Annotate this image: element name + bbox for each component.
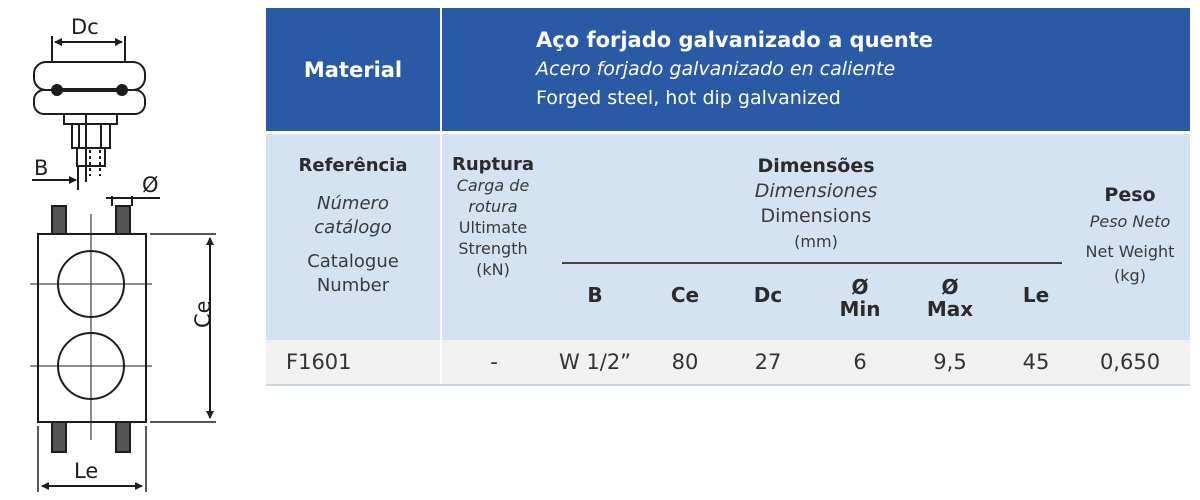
cell-weight: 0,650 [1099, 350, 1161, 374]
weight-header-es: Peso Neto [1089, 212, 1171, 231]
weight-header [1070, 180, 1190, 288]
material-value-pt: Aço forjado galvanizado a quente [536, 28, 934, 52]
spec-table [266, 8, 1190, 386]
weight-header-pt: Peso [1104, 184, 1156, 206]
ce-label: Ce [191, 300, 215, 328]
weight-header-en: Net Weight [1085, 242, 1175, 261]
clamp-technical-drawing [0, 0, 262, 500]
reference-header-es-2: catálogo [314, 217, 392, 238]
cell-rupture: - [490, 350, 498, 374]
diameter-dimension [106, 196, 160, 206]
cell-reference: F1601 [286, 350, 352, 374]
diameter-label: Ø [142, 173, 159, 197]
material-label: Material [303, 57, 403, 82]
top-view [32, 36, 145, 190]
dimensions-header-en: Dimensions [760, 205, 872, 227]
sub-header-min [820, 276, 900, 320]
dimensions-header [556, 154, 1076, 254]
sub-header-ce: Ce [670, 283, 700, 307]
reference-header-en-1: Catalogue [307, 251, 399, 272]
cell-ce: 80 [671, 350, 699, 374]
sub-header-dc: Dc [753, 283, 783, 307]
front-view [30, 206, 216, 492]
rupture-header [442, 154, 544, 280]
cell-le: 45 [1022, 350, 1050, 374]
rupture-header-unit: (kN) [476, 260, 510, 279]
column-divider [440, 8, 442, 131]
b-label: B [34, 156, 49, 180]
dimensions-header-pt: Dimensões [757, 155, 875, 177]
sub-header-max [910, 276, 990, 320]
cell-max: 9,5 [933, 350, 967, 374]
rupture-header-pt: Ruptura [451, 154, 534, 175]
rupture-header-en-1: Ultimate [458, 218, 528, 237]
le-label: Le [74, 459, 99, 483]
reference-header-es-1: Número [317, 193, 389, 214]
material-values [536, 26, 933, 113]
dimensions-rule [562, 262, 1062, 264]
column-divider [440, 340, 442, 384]
material-value-en: Forged steel, hot dip galvanized [536, 87, 841, 109]
reference-header-en-2: Number [316, 275, 390, 296]
reference-header [266, 154, 440, 298]
cell-dc: 27 [754, 350, 782, 374]
reference-header-pt: Referência [298, 155, 408, 176]
sub-header-min-symbol: Ø [851, 275, 869, 299]
sub-header-max-label: Max [926, 297, 974, 321]
dc-label: Dc [71, 15, 99, 39]
cell-min: 6 [853, 350, 867, 374]
rupture-header-es-1: Carga de [456, 176, 530, 195]
weight-header-unit: (kg) [1114, 266, 1146, 285]
sub-header-b: B [587, 283, 603, 307]
sub-header-le: Le [1022, 283, 1050, 307]
sub-header-max-symbol: Ø [941, 275, 959, 299]
sub-header-min-label: Min [839, 297, 881, 321]
rupture-header-es-2: rotura [468, 197, 518, 216]
material-header [266, 8, 1190, 131]
table-row [266, 340, 1190, 386]
column-header [266, 134, 1190, 340]
dimensions-header-es: Dimensiones [754, 180, 878, 202]
rupture-header-en-2: Strength [458, 239, 528, 258]
cell-b: W 1/2” [558, 350, 632, 374]
material-value-es: Acero forjado galvanizado en caliente [536, 58, 896, 80]
dimensions-header-unit: (mm) [794, 232, 838, 251]
